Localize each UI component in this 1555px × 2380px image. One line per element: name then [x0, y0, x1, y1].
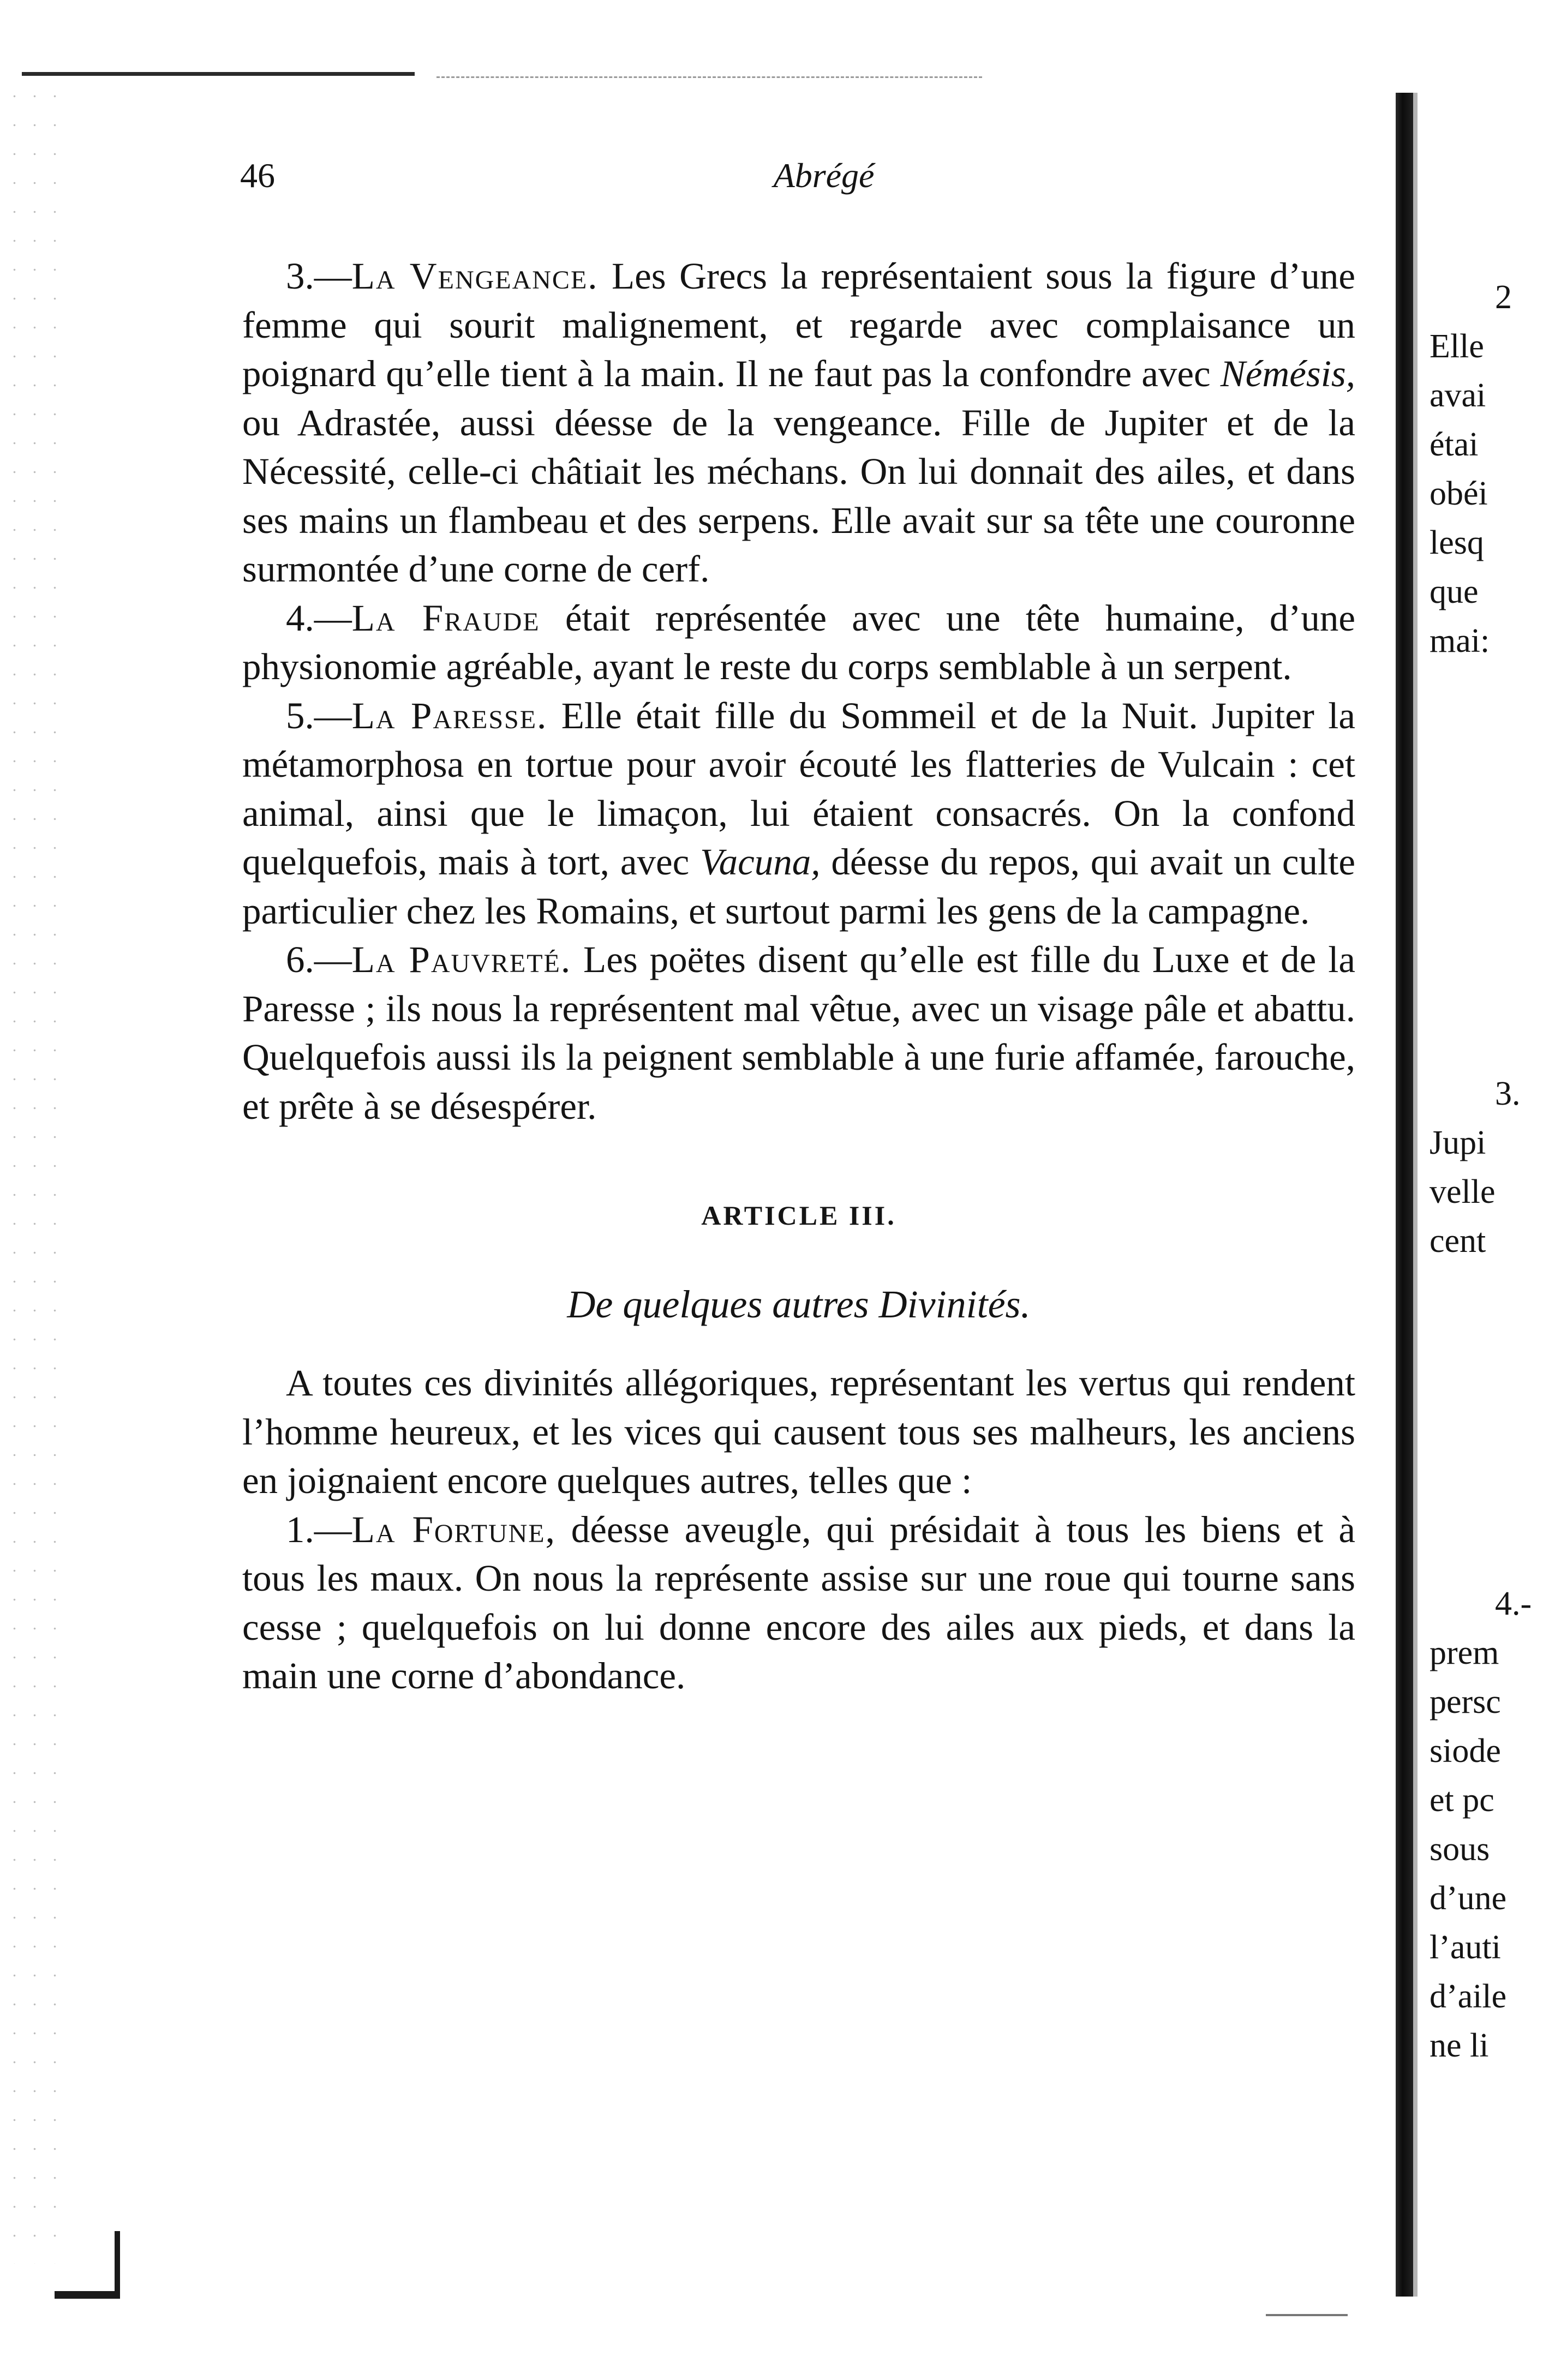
facing-line: mai:: [1430, 622, 1490, 660]
facing-line: lesq: [1430, 524, 1484, 561]
paragraph-text-continued: déesse du repos, qui avait un culte particulier chez les Romains, et surtout parmi les gens de la campagne.: [242, 841, 1356, 932]
facing-line: que: [1430, 573, 1479, 610]
paragraph-text-continued: ou Adrastée, aussi déesse de la vengeance. Fille de Jupiter et de la Nécessité, celle-ci châtiait les méchans. On lui donnait des ailes, et dans ses mains un flambeau et des serpens. Elle avait sur sa tête une couronne surmontée d’une corne de cerf.: [242, 401, 1355, 590]
paragraph-number: 4.: [286, 597, 314, 639]
paragraph-paresse: [242, 692, 1355, 936]
paragraph-text: Les poëtes disent qu’elle est fille du Luxe et de la Paresse ; ils nous la représentent mal vêtue, avec un visage pâle et abattu. Quelquefois aussi ils la peignent semblable à une furie affamée, farouche, et prête à se désespérer.: [242, 939, 1356, 1127]
paragraph-emphasis: Vacuna,: [700, 841, 821, 883]
paragraph-heading: La Vengeance.: [351, 255, 599, 297]
article-intro: A toutes ces divinités allégoriques, représentant les vertus qui rendent l’homme heureux, et les vices qui causent tous ses malheurs, les anciens en joignaient encore quelques autres, telles que :: [242, 1362, 1355, 1501]
top-rule: [22, 72, 415, 76]
paragraph-number: 5.: [286, 694, 314, 736]
paragraph-heading: La Fortune,: [351, 1508, 556, 1550]
facing-line: velle: [1430, 1173, 1496, 1210]
facing-line: avai: [1430, 377, 1486, 414]
facing-line: siode: [1430, 1732, 1501, 1770]
facing-line: 2: [1495, 279, 1512, 316]
facing-line: obéi: [1430, 475, 1488, 512]
main-text-block: [242, 252, 1355, 1701]
scan-corner-mark: [115, 2231, 120, 2297]
paragraph-number: 1.: [286, 1508, 314, 1550]
running-header: [240, 154, 1386, 197]
article-label: ARTICLE III.: [701, 1200, 896, 1231]
facing-line: Elle: [1430, 328, 1484, 365]
paragraph-heading: La Paresse.: [351, 694, 548, 736]
facing-line: d’aile: [1430, 1978, 1507, 2015]
paragraph-emphasis: Némésis,: [1220, 353, 1355, 394]
facing-line: 3.: [1495, 1075, 1521, 1112]
facing-line: sous: [1430, 1831, 1490, 1868]
paragraph-number: 3.: [286, 255, 314, 297]
paragraph-dash: —: [314, 694, 352, 736]
paragraph-text: déesse aveugle, qui présidait à tous les biens et à tous les maux. On nous la représente assise sur une roue qui tourne sans cesse ; quelquefois on lui donne encore des ailes aux pieds, et dans la main une corne d’abondance.: [242, 1508, 1355, 1696]
paragraph-pauvrete: [242, 936, 1355, 1131]
running-title: Abrégé: [773, 156, 875, 195]
scan-margin-noise: [4, 82, 70, 2264]
section-title: De quelques autres Divinités.: [567, 1282, 1031, 1326]
paragraph-heading: La Pauvreté.: [351, 939, 572, 980]
paragraph-dash: —: [314, 939, 352, 980]
binding-gutter: [1396, 93, 1413, 2297]
paragraph-fortune: [242, 1506, 1355, 1701]
scan-corner-base: [55, 2291, 120, 2299]
facing-line: ne li: [1430, 2027, 1489, 2064]
facing-line: et pc: [1430, 1782, 1494, 1819]
paragraph-dash: —: [314, 255, 352, 297]
facing-line: l’auti: [1430, 1929, 1501, 1966]
facing-line: d’une: [1430, 1880, 1507, 1917]
facing-page-fragment-2: [1430, 1069, 1555, 1266]
paragraph-text: Elle était fille du Sommeil et de la Nuit. Jupiter la métamorphosa en tortue pour avoir écouté les flatteries de Vulcain : cet animal, ainsi que le limaçon, lui étaient consacrés. On la confond quelquefois, mais à tort, avec: [242, 694, 1355, 883]
facing-line: Jupi: [1430, 1124, 1486, 1161]
page-number: 46: [240, 156, 275, 195]
paragraph-dash: —: [314, 597, 352, 639]
bottom-rule: [1266, 2314, 1348, 2316]
facing-line: prem: [1430, 1634, 1499, 1671]
facing-page-fragment-1: [1430, 273, 1555, 666]
facing-line: étai: [1430, 426, 1479, 463]
paragraph-vengeance: [242, 252, 1355, 594]
paragraph-text: Les Grecs la représentaient sous la figure d’une femme qui sourit malignement, et regarde avec complaisance un poignard qu’elle tient à la main. Il ne faut pas la confondre avec: [242, 255, 1355, 394]
paragraph-fraude: [242, 594, 1355, 692]
paragraph-heading: La Fraude: [351, 597, 540, 639]
paragraph-number: 6.: [286, 939, 314, 980]
facing-line: persc: [1430, 1683, 1501, 1720]
top-rule-faint: [436, 76, 982, 80]
facing-line: cent: [1430, 1222, 1486, 1260]
paragraph-dash: —: [314, 1508, 352, 1550]
paragraph-text: était représentée avec une tête humaine, d’une physionomie agréable, ayant le reste du corps semblable à un serpent.: [242, 597, 1356, 687]
facing-line: 4.-: [1495, 1585, 1532, 1622]
binding-gutter-shadow: [1413, 93, 1418, 2297]
facing-page-fragment-3: [1430, 1579, 1555, 2070]
